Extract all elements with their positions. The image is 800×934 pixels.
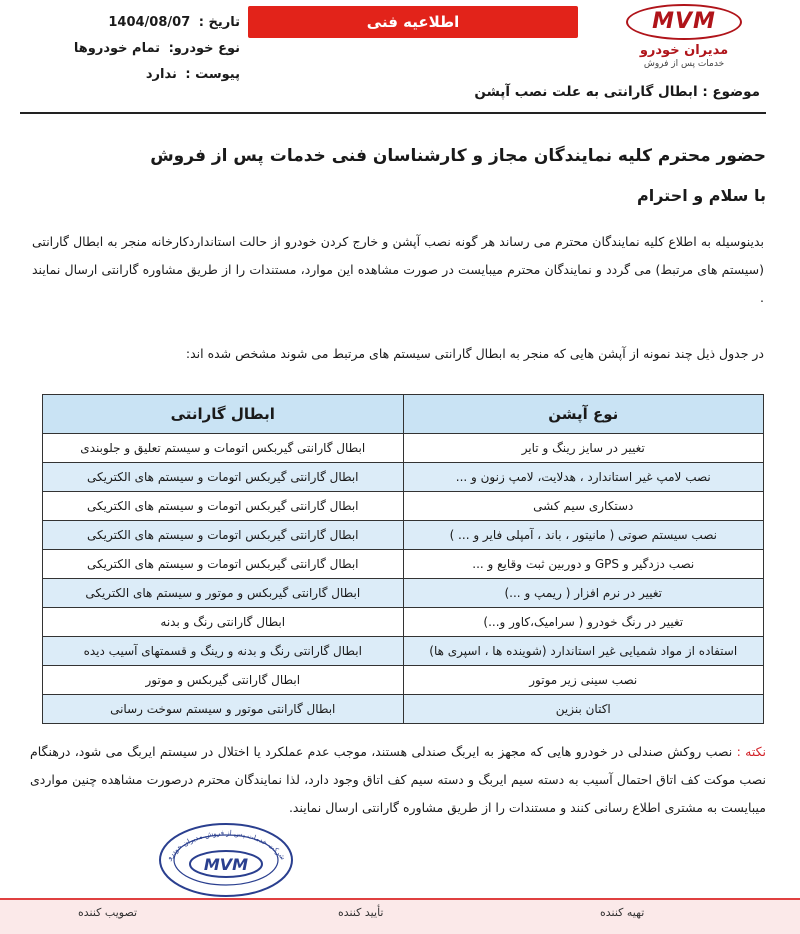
vehicle-type-label: نوع خودرو:	[168, 41, 240, 56]
note-label: نکته :	[736, 744, 766, 759]
warranty-cell: ابطال گارانتی گیربکس و موتور	[43, 666, 404, 695]
stamp-ring-text: شرکت خدمات پس از فروش مدیران خودرو	[165, 829, 287, 862]
table-row	[43, 521, 764, 550]
warranty-cell: ابطال گارانتی گیربکس اتومات و سیستم های الکتریکی	[43, 550, 404, 579]
logo-tagline: خدمات پس از فروش	[643, 59, 725, 69]
table-header-row	[43, 395, 764, 434]
option-cell: استفاده از مواد شمیایی غیر استاندارد (شوینده ها ، اسپری ها)	[403, 637, 764, 666]
attachment-label: پیوست :	[185, 67, 240, 82]
table-row	[43, 463, 764, 492]
logo-company-name: مدیران خودرو	[639, 43, 729, 58]
vehicle-type-row	[20, 36, 240, 62]
vehicle-type-value: تمام خودروها	[73, 41, 161, 56]
table-row	[43, 666, 764, 695]
option-cell: تغییر در سایز رینگ و تایر	[403, 434, 764, 463]
option-cell: نصب سینی زیر موتور	[403, 666, 764, 695]
option-cell: دستکاری سیم کشی	[403, 492, 764, 521]
option-cell: نصب لامپ غیر استاندارد ، هدلایت، لامپ زنون و ...	[403, 463, 764, 492]
company-logo	[604, 4, 764, 70]
table-intro-paragraph: در جدول ذیل چند نمونه از آپشن هایی که منجر به ابطال گارانتی سیستم های مرتبط می شوند مشخص شده اند:	[185, 346, 764, 361]
warranty-cell: ابطال گارانتی گیربکس اتومات و سیستم های الکتریکی	[43, 463, 404, 492]
table-row	[43, 492, 764, 521]
option-cell: تغییر در نرم افزار ( ریمپ و ...)	[403, 579, 764, 608]
date-row	[20, 10, 240, 36]
footer-ratified-by: تصویب کننده	[78, 906, 138, 919]
table-row	[43, 550, 764, 579]
table-row	[43, 637, 764, 666]
table-row	[43, 695, 764, 724]
option-cell: نصب دزدگیر و GPS و دوربین ثبت وقایع و ...	[403, 550, 764, 579]
note-text: نصب روکش صندلی در خودرو هایی که مجهز به ایربگ صندلی هستند، موجب عدم عملکرد یا اختلال در سیستم ایربگ می شود، درهنگام نصب موکت کف اتاق احتمال آسیب به دسته سیم ایربگ و دسته سیم کف اتاق وجود دارد، لذا نمایندگان محترم درصورت مشاهده چنین مواردی میبایست به مشتری اطلاع رسانی کنند و مستندات را از طریق مشاوره گارانتی ارسال نمایند.	[30, 744, 766, 815]
intro-paragraph: بدینوسیله به اطلاع کلیه نمایندگان محترم می رساند هر گونه نصب آپشن و خارج کردن خودرو از حالت استانداردکارخانه منجر به ابطال گارانتی (سیستم های مرتبط) می گردد و نمایندگان محترم میبایست در صورت مشاهده این موارد، مستندات را از طریق مشاوره گارانتی ارسال نمایند .	[32, 234, 764, 305]
warranty-cell: ابطال گارانتی رنگ و بدنه	[43, 608, 404, 637]
warranty-cell: ابطال گارانتی گیربکس اتومات و سیستم های الکتریکی	[43, 521, 404, 550]
warranty-cell: ابطال گارانتی گیربکس اتومات و سیستم های الکتریکی	[43, 492, 404, 521]
company-stamp-icon	[152, 810, 300, 898]
table-row	[43, 579, 764, 608]
column-header-option: نوع آپشن	[403, 395, 764, 434]
date-value: 1404/08/07	[108, 15, 191, 30]
footer-prepared-by: تهیه کننده	[600, 906, 645, 919]
option-cell: اکتان بنزین	[403, 695, 764, 724]
warranty-cell: ابطال گارانتی موتور و سیستم سوخت رسانی	[43, 695, 404, 724]
column-header-warranty: ابطال گارانتی	[43, 395, 404, 434]
greeting-heading: با سلام و احترام	[637, 186, 766, 205]
table-row	[43, 434, 764, 463]
warranty-cell: ابطال گارانتی رنگ و بدنه و رینگ و قسمتهای آسیب دیده	[43, 637, 404, 666]
header-divider	[20, 112, 766, 114]
option-cell: نصب سیستم صوتی ( مانیتور ، باند ، آمپلی فایر و ... )	[403, 521, 764, 550]
salutation-heading: حضور محترم کلیه نمایندگان مجاز و کارشناسان فنی خدمات پس از فروش	[150, 146, 766, 166]
notice-title-banner: اطلاعیه فنی	[248, 6, 578, 38]
footer-approved-by: تأیید کننده	[338, 906, 384, 919]
mvm-logo-icon: MVM	[626, 4, 742, 40]
table-row	[43, 608, 764, 637]
header-meta	[20, 10, 240, 88]
date-label: تاریخ :	[198, 15, 240, 30]
warranty-cell: ابطال گارانتی گیربکس و موتور و سیستم های الکتریکی	[43, 579, 404, 608]
note-paragraph	[30, 738, 766, 822]
option-cell: تغییر در رنگ خودرو ( سرامیک،کاور و...)	[403, 608, 764, 637]
attachment-value: ندارد	[145, 67, 177, 82]
stamp-logo-text: MVM	[203, 855, 249, 874]
options-warranty-table	[42, 394, 764, 724]
warranty-cell: ابطال گارانتی گیربکس اتومات و سیستم تعلیق و جلوبندی	[43, 434, 404, 463]
subject-line: موضوع : ابطال گارانتی به علت نصب آپشن	[474, 84, 760, 100]
